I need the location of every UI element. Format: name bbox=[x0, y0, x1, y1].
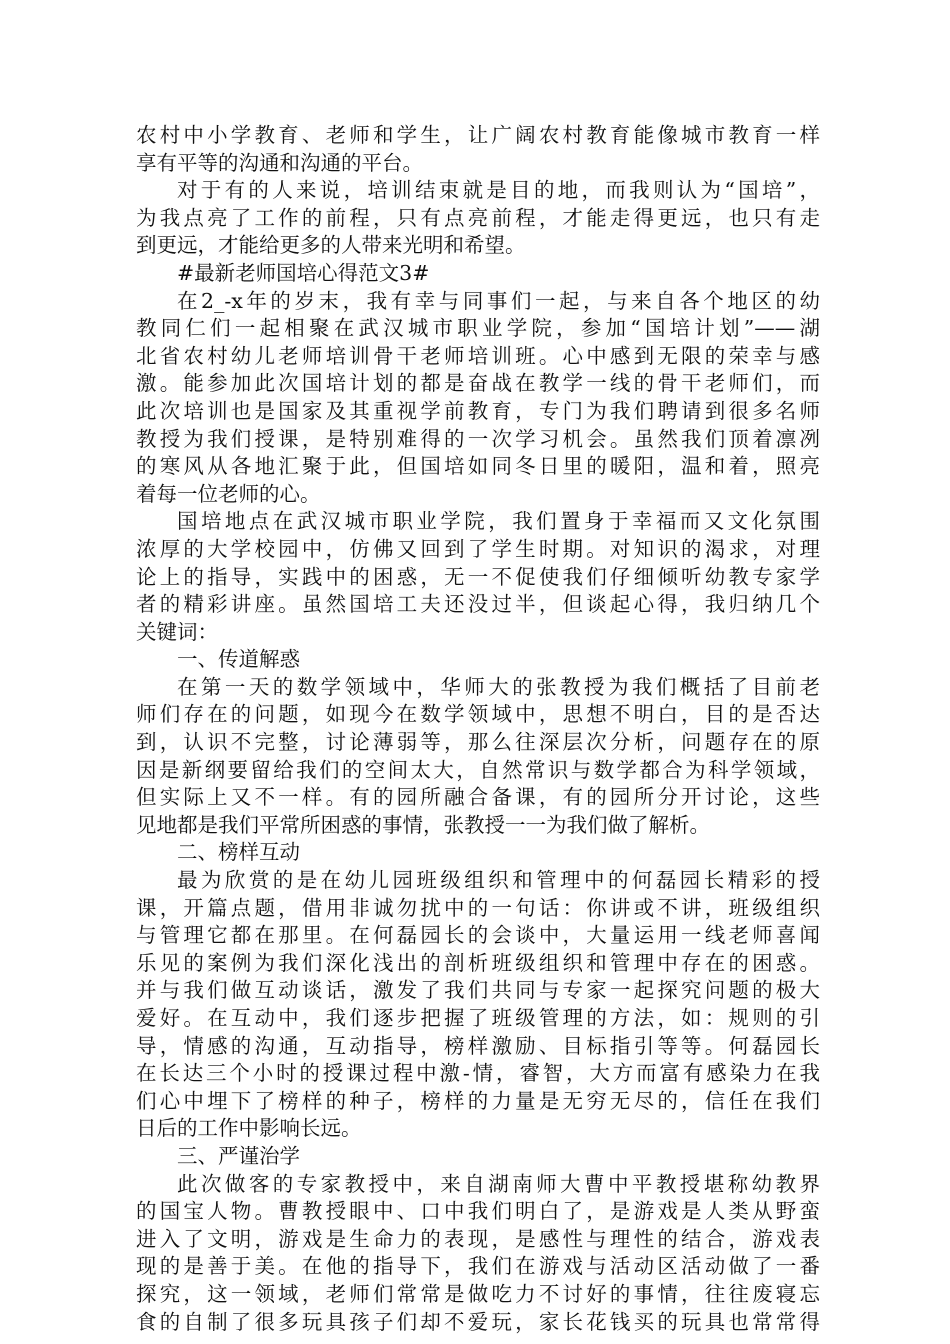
text-line: 日后的工作中影响长远。 bbox=[136, 1116, 362, 1141]
text-line: 在2_-x年的岁末，我有幸与同事们一起，与来自各个地区的幼 bbox=[177, 288, 820, 313]
text-line: 关键词： bbox=[136, 619, 218, 644]
text-line: 见地都是我们平常所困惑的事情，张教授一一为我们做了解析。 bbox=[136, 812, 710, 837]
text-line: 的寒风从各地汇聚于此，但国培如同冬日里的暖阳，温和着，照亮 bbox=[136, 454, 820, 479]
text-line: 的国宝人物。曹教授眼中、口中我们明白了，是游戏是人类从野蛮 bbox=[136, 1199, 820, 1224]
text-line: 教同仁们一起相聚在武汉城市职业学院，参加“国培计划”——湖 bbox=[136, 316, 820, 341]
text-line: 但实际上又不一样。有的园所融合备课，有的园所分开讨论，这些 bbox=[136, 785, 820, 810]
text-line: 导，情感的沟通，互动指导，榜样激励、目标指引等等。何磊园长 bbox=[136, 1033, 820, 1058]
section-heading: 一、传道解惑 bbox=[177, 647, 300, 672]
text-line: 论上的指导，实践中的困惑，无一不促使我们仔细倾听幼教专家学 bbox=[136, 564, 820, 589]
text-line: 者的精彩讲座。虽然国培工夫还没过半，但谈起心得，我归纳几个 bbox=[136, 592, 820, 617]
text-line: 爱好。在互动中，我们逐步把握了班级管理的方法，如：规则的引 bbox=[136, 1006, 820, 1030]
text-line: 并与我们做互动谈话，激发了我们共同与专家一起探究问题的极大 bbox=[136, 978, 820, 1003]
text-line: 到，认识不完整，讨论薄弱等，那么往深层次分析，问题存在的原 bbox=[136, 730, 820, 755]
text-line: 国培地点在武汉城市职业学院，我们置身于幸福而又文化氛围 bbox=[177, 509, 820, 534]
text-line: 因是新纲要留给我们的空间太大，自然常识与数学都合为科学领域， bbox=[136, 757, 820, 782]
text-line: 激。能参加此次国培计划的都是奋战在教学一线的骨干老师们，而 bbox=[136, 371, 820, 396]
text-line: 与管理它都在那里。在何磊园长的会谈中，大量运用一线老师喜闻 bbox=[136, 923, 820, 948]
text-line: 在长达三个小时的授课过程中激-情，睿智，大方而富有感染力在我 bbox=[136, 1061, 820, 1086]
document-body bbox=[136, 122, 820, 1336]
text-line: 探究，这一领域，老师们常常是做吃力不讨好的事情，往往废寝忘 bbox=[136, 1281, 820, 1306]
text-line: 到更远，才能给更多的人带来光明和希望。 bbox=[136, 233, 526, 258]
section-heading: 三、严谨治学 bbox=[177, 1143, 300, 1168]
text-line: 为我点亮了工作的前程，只有点亮前程，才能走得更远，也只有走 bbox=[136, 205, 820, 230]
text-line: 师们存在的问题，如现今在数学领域中，思想不明白，目的是否达 bbox=[136, 702, 820, 727]
text-line: 在第一天的数学领域中，华师大的张教授为我们概括了目前老 bbox=[177, 674, 820, 699]
text-line: 乐见的案例为我们深化浅出的剖析班级组织和管理中存在的困惑。 bbox=[136, 950, 820, 975]
text-line: 食的自制了很多玩具孩子们却不爱玩，家长花钱买的玩具也常常得 bbox=[136, 1309, 820, 1334]
text-line: 对于有的人来说，培训结束就是目的地，而我则认为“国培”， bbox=[177, 178, 820, 203]
text-line: 农村中小学教育、老师和学生，让广阔农村教育能像城市教育一样 bbox=[136, 123, 820, 147]
text-line: 们心中埋下了榜样的种子，榜样的力量是无穷无尽的，信任在我们 bbox=[136, 1088, 820, 1113]
text-line: 教授为我们授课，是特别难得的一次学习机会。虽然我们顶着凛冽 bbox=[136, 426, 820, 451]
section-heading: 二、榜样互动 bbox=[177, 840, 300, 865]
text-line: 此次培训也是国家及其重视学前教育，专门为我们聘请到很多名师 bbox=[136, 398, 820, 423]
text-line: 最为欣赏的是在幼儿园班级组织和管理中的何磊园长精彩的授 bbox=[177, 868, 820, 893]
text-line: 着每一位老师的心。 bbox=[136, 481, 321, 506]
text-line: 现的是善于美。在他的指导下，我们在游戏与活动区活动做了一番 bbox=[136, 1254, 820, 1279]
text-line: 享有平等的沟通和沟通的平台。 bbox=[136, 150, 423, 175]
text-line: 课，开篇点题，借用非诚勿扰中的一句话：你讲或不讲，班级组织 bbox=[136, 895, 820, 920]
section-heading: #最新老师国培心得范文3# bbox=[177, 260, 430, 285]
text-line: 此次做客的专家教授中，来自湖南师大曹中平教授堪称幼教界 bbox=[177, 1171, 820, 1196]
text-line: 北省农村幼儿老师培训骨干老师培训班。心中感到无限的荣幸与感 bbox=[136, 343, 820, 368]
text-line: 浓厚的大学校园中，仿佛又回到了学生时期。对知识的渴求，对理 bbox=[136, 536, 820, 561]
text-line: 进入了文明，游戏是生命力的表现，是感性与理性的结合，游戏表 bbox=[136, 1226, 820, 1251]
